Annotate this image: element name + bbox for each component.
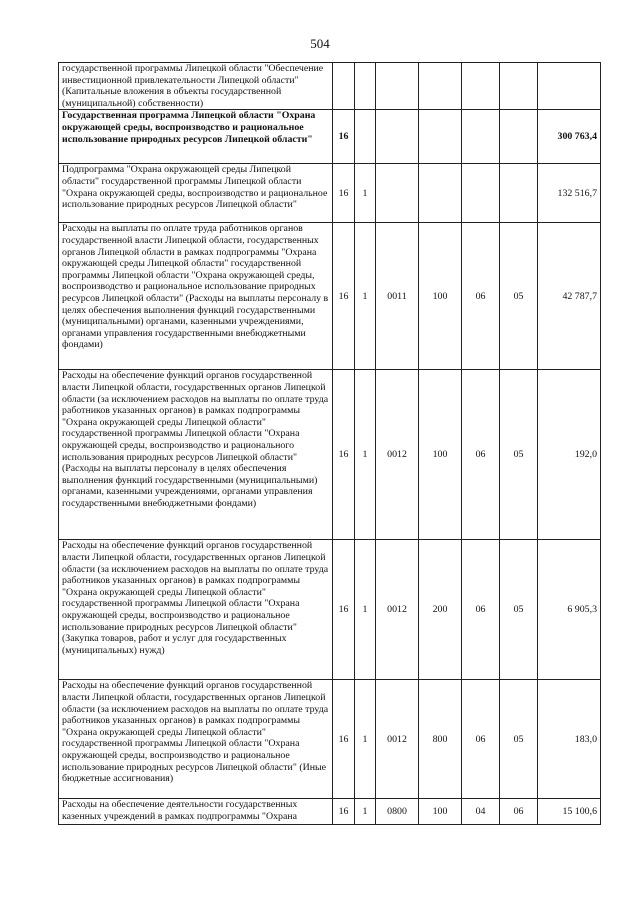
amount: 300 763,4 <box>538 110 601 164</box>
subprogram-code: 1 <box>355 164 376 223</box>
subsection-code <box>500 110 538 164</box>
expense-type-code: 100 <box>419 799 462 825</box>
table-row <box>59 370 601 540</box>
item-code: 0800 <box>376 799 419 825</box>
subsection-code <box>500 63 538 110</box>
section-code <box>462 164 500 223</box>
amount: 132 516,7 <box>538 164 601 223</box>
row-description: Расходы на обеспечение функций органов государственной власти Липецкой области, государственных органов Липецкой области (за исключением расходов на выплаты по оплате труда работников указанных органов) в рамках подпрограммы "Охрана окружающей среды Липецкой области" государственной программы Липецкой области "Охрана окружающей среды, воспроизводство и рациональное использование природных ресурсов Липецкой области" (Закупка товаров, работ и услуг для государственных (муниципальных) нужд) <box>59 540 333 680</box>
table-row <box>59 799 601 825</box>
section-code: 04 <box>462 799 500 825</box>
subprogram-code: 1 <box>355 223 376 370</box>
program-code <box>333 63 355 110</box>
subsection-code: 05 <box>500 680 538 799</box>
table-row <box>59 223 601 370</box>
subsection-code: 06 <box>500 799 538 825</box>
expense-type-code: 100 <box>419 370 462 540</box>
item-code: 0011 <box>376 223 419 370</box>
subsection-code: 05 <box>500 223 538 370</box>
program-code: 16 <box>333 370 355 540</box>
section-code: 06 <box>462 680 500 799</box>
expense-type-code <box>419 63 462 110</box>
amount: 15 100,6 <box>538 799 601 825</box>
item-code <box>376 164 419 223</box>
amount <box>538 63 601 110</box>
item-code <box>376 63 419 110</box>
expense-type-code: 200 <box>419 540 462 680</box>
budget-table <box>58 62 601 825</box>
row-description: Расходы на выплаты по оплате труда работников органов государственной власти Липецкой области, государственных органов Липецкой области в рамках подпрограммы "Охрана окружающей среды Липецкой области" государственной программы Липецкой области "Охрана окружающей среды, воспроизводство и рациональное использование природных ресурсов Липецкой области" (Расходы на выплаты персоналу в целях обеспечения выполнения функций государственными (муниципальными) органами, казенными учреждениями, органами управления государственными внебюджетными фондами) <box>59 223 333 370</box>
subprogram-code: 1 <box>355 370 376 540</box>
row-description: Подпрограмма "Охрана окружающей среды Липецкой области" государственной программы Липецкой области "Охрана окружающей среды, воспроизводство и рациональное использование природных ресурсов Липецкой области" <box>59 164 333 223</box>
amount: 42 787,7 <box>538 223 601 370</box>
amount: 183,0 <box>538 680 601 799</box>
program-code: 16 <box>333 680 355 799</box>
subsection-code <box>500 164 538 223</box>
subprogram-code: 1 <box>355 540 376 680</box>
expense-type-code <box>419 164 462 223</box>
item-code: 0012 <box>376 680 419 799</box>
subprogram-code <box>355 110 376 164</box>
table-row <box>59 63 601 110</box>
program-code: 16 <box>333 223 355 370</box>
section-code: 06 <box>462 540 500 680</box>
subprogram-code: 1 <box>355 680 376 799</box>
row-description: Расходы на обеспечение функций органов государственной власти Липецкой области, государственных органов Липецкой области (за исключением расходов на выплаты по оплате труда работников указанных органов) в рамках подпрограммы "Охрана окружающей среды Липецкой области" государственной программы Липецкой области "Охрана окружающей среды, воспроизводство и рационального использования природных ресурсов Липецкой области" (Расходы на выплаты персоналу в целях обеспечения выполнения функций государственными (муниципальными) органами, казенными учреждениями, органами управления государственными внебюджетными фондами) <box>59 370 333 540</box>
amount: 6 905,3 <box>538 540 601 680</box>
program-code: 16 <box>333 164 355 223</box>
row-description: Расходы на обеспечение функций органов государственной власти Липецкой области, государственных органов Липецкой области (за исключением расходов на выплаты по оплате труда работников указанных органов) в рамках подпрограммы "Охрана окружающей среды Липецкой области" государственной программы Липецкой области "Охрана окружающей среды, воспроизводство и рациональное использование природных ресурсов Липецкой области" (Иные бюджетные ассигнования) <box>59 680 333 799</box>
table-row <box>59 164 601 223</box>
subsection-code: 05 <box>500 370 538 540</box>
row-description: Расходы на обеспечение деятельности государственных казенных учреждений в рамках подпрограммы "Охрана <box>59 799 333 825</box>
program-code: 16 <box>333 540 355 680</box>
row-description: Государственная программа Липецкой области "Охрана окружающей среды, воспроизводство и рациональное использование природных ресурсов Липецкой области" <box>59 110 333 164</box>
section-code: 06 <box>462 370 500 540</box>
item-code: 0012 <box>376 370 419 540</box>
amount: 192,0 <box>538 370 601 540</box>
section-code <box>462 110 500 164</box>
subsection-code: 05 <box>500 540 538 680</box>
page-number: 504 <box>310 36 330 51</box>
section-code: 06 <box>462 223 500 370</box>
expense-type-code: 100 <box>419 223 462 370</box>
subprogram-code <box>355 63 376 110</box>
program-code: 16 <box>333 799 355 825</box>
table-row <box>59 680 601 799</box>
table-row <box>59 110 601 164</box>
item-code: 0012 <box>376 540 419 680</box>
row-description: государственной программы Липецкой области "Обеспечение инвестиционной привлекательности Липецкой области" (Капитальные вложения в объекты государственной (муниципальной) собственности) <box>59 63 333 110</box>
subprogram-code: 1 <box>355 799 376 825</box>
expense-type-code: 800 <box>419 680 462 799</box>
section-code <box>462 63 500 110</box>
item-code <box>376 110 419 164</box>
table-row <box>59 540 601 680</box>
expense-type-code <box>419 110 462 164</box>
program-code: 16 <box>333 110 355 164</box>
